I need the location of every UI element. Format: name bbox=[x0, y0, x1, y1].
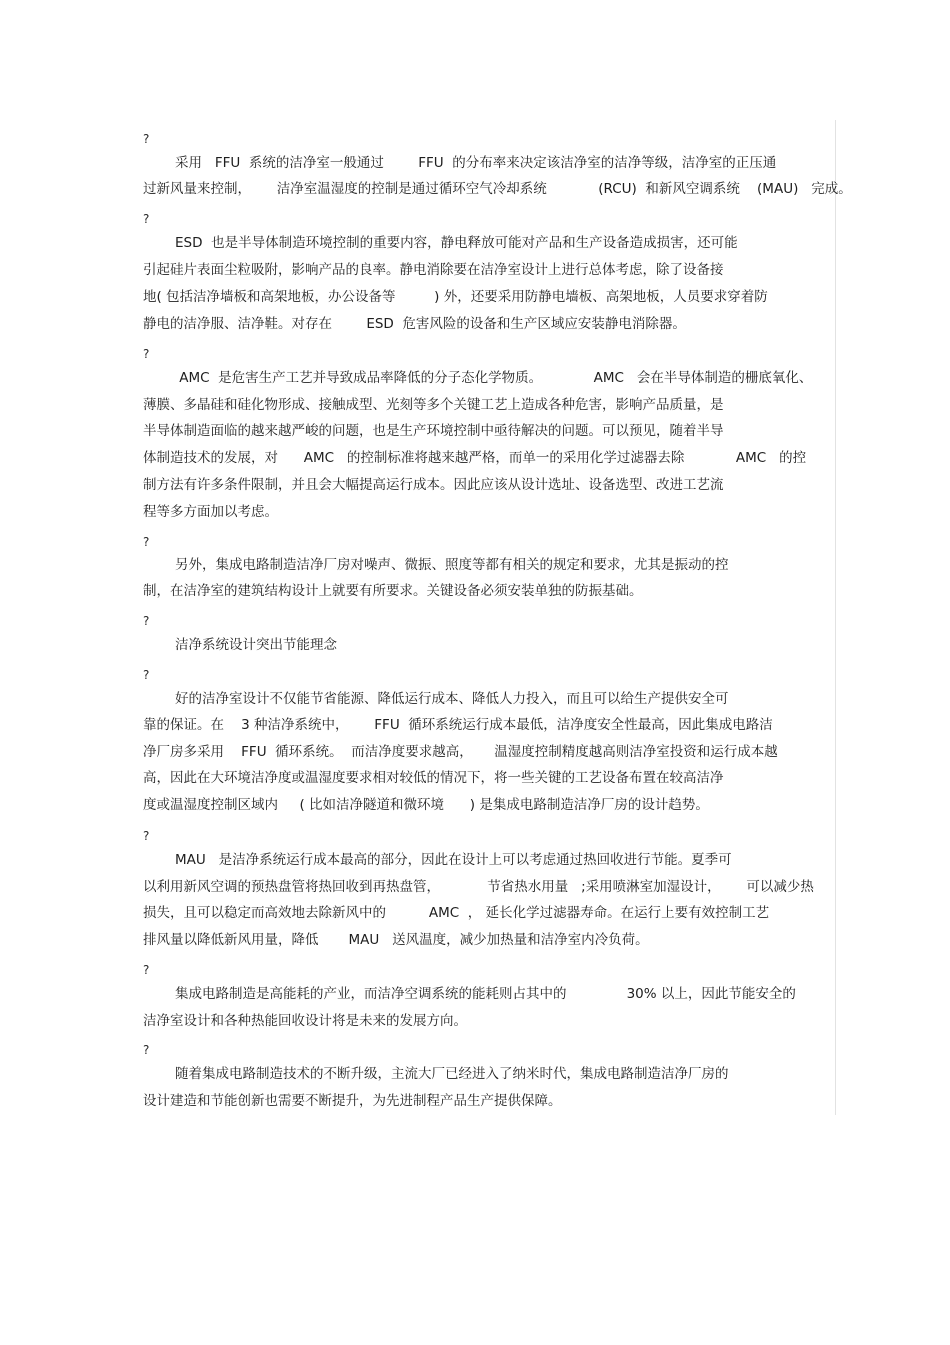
paragraph-line: MAU 是洁净系统运行成本最高的部分，因此在设计上可以考虑通过热回收进行节能。夏季可 bbox=[175, 852, 732, 868]
paragraph-line: 制，在洁净室的建筑结构设计上就要有所要求。关键设备必须安装单独的防振基础。 bbox=[143, 583, 643, 599]
paragraph-line: 随着集成电路制造技术的不断升级，主流大厂已经进入了纳米时代，集成电路制造洁净厂房的 bbox=[175, 1066, 729, 1082]
paragraph-line: 半导体制造面临的越来越严峻的问题，也是生产环境控制中亟待解决的问题。可以预见，随着半导 bbox=[143, 423, 724, 439]
paragraph-line: 引起硅片表面尘粒吸附，影响产品的良率。静电消除要在洁净室设计上进行总体考虑，除了设备接 bbox=[143, 262, 724, 278]
paragraph-line: 另外，集成电路制造洁净厂房对噪声、微振、照度等都有相关的规定和要求，尤其是振动的控 bbox=[175, 557, 729, 573]
bullet-marker: ? bbox=[143, 829, 150, 843]
paragraph-line: 净厂房多采用 FFU 循环系统。 而洁净度要求越高， 温湿度控制精度越高则洁净室投资和运行成本越 bbox=[143, 744, 778, 760]
paragraph-line: 好的洁净室设计不仅能节省能源、降低运行成本、降低人力投入，而且可以给生产提供安全可 bbox=[175, 691, 729, 707]
section-heading: 洁净系统设计突出节能理念 bbox=[175, 637, 337, 653]
paragraph-line: 程等多方面加以考虑。 bbox=[143, 504, 278, 520]
paragraph-line: 洁净室设计和各种热能回收设计将是未来的发展方向。 bbox=[143, 1013, 467, 1029]
paragraph-line: 静电的洁净服、洁净鞋。对存在 ESD 危害风险的设备和生产区域应安装静电消除器。 bbox=[143, 316, 686, 332]
bullet-marker: ? bbox=[143, 1043, 150, 1057]
bullet-marker: ? bbox=[143, 212, 150, 226]
paragraph-line: 度或温湿度控制区域内 ( 比如洁净隧道和微环境 ) 是集成电路制造洁净厂房的设计趋势。 bbox=[143, 797, 709, 813]
paragraph-line: 高，因此在大环境洁净度或温湿度要求相对较低的情况下，将一些关键的工艺设备布置在较高洁净 bbox=[143, 770, 724, 786]
paragraph-line: ESD 也是半导体制造环境控制的重要内容，静电释放可能对产品和生产设备造成损害，还可能 bbox=[175, 235, 738, 251]
paragraph-line: 损失，且可以稳定而高效地去除新风中的 AMC ， 延长化学过滤器寿命。在运行上要有效控制工艺 bbox=[143, 905, 770, 921]
paragraph-line: 靠的保证。在 3 种洁净系统中， FFU 循环系统运行成本最低，洁净度安全性最高，因此集成电路洁 bbox=[143, 717, 773, 733]
bullet-marker: ? bbox=[143, 132, 150, 146]
bullet-marker: ? bbox=[143, 535, 150, 549]
bullet-marker: ? bbox=[143, 668, 150, 682]
paragraph-line: 集成电路制造是高能耗的产业，而洁净空调系统的能耗则占其中的 30% 以上，因此节能安全的 bbox=[175, 986, 796, 1002]
paragraph-line: 采用 FFU 系统的洁净室一般通过 FFU 的分布率来决定该洁净室的洁净等级，洁净室的正压通 bbox=[175, 155, 777, 171]
bullet-marker: ? bbox=[143, 347, 150, 361]
paragraph-line: 制方法有许多条件限制，并且会大幅提高运行成本。因此应该从设计选址、设备选型、改进工艺流 bbox=[143, 477, 724, 493]
paragraph-line: 排风量以降低新风用量，降低 MAU 送风温度，减少加热量和洁净室内冷负荷。 bbox=[143, 932, 649, 948]
paragraph-line: 设计建造和节能创新也需要不断提升，为先进制程产品生产提供保障。 bbox=[143, 1093, 562, 1109]
bullet-marker: ? bbox=[143, 614, 150, 628]
paragraph-line: 过新风量来控制， 洁净室温湿度的控制是通过循环空气冷却系统 (RCU) 和新风空调系统 (MAU) 完成。 bbox=[143, 181, 852, 197]
paragraph-line: AMC 是危害生产工艺并导致成品率降低的分子态化学物质。 AMC 会在半导体制造的栅底氧化、 bbox=[175, 370, 813, 386]
right-margin-rule bbox=[835, 120, 836, 1115]
paragraph-line: 薄膜、多晶硅和硅化物形成、接触成型、光刻等多个关键工艺上造成各种危害，影响产品质量，是 bbox=[143, 397, 724, 413]
paragraph-line: 体制造技术的发展，对 AMC 的控制标准将越来越严格，而单一的采用化学过滤器去除 AMC 的控 bbox=[143, 450, 807, 466]
paragraph-line: 地( 包括洁净墙板和高架地板，办公设备等 ) 外，还要采用防静电墙板、高架地板，人员要求穿着防 bbox=[143, 289, 768, 305]
paragraph-line: 以利用新风空调的预热盘管将热回收到再热盘管， 节省热水用量 ;采用喷淋室加湿设计， 可以减少热 bbox=[143, 879, 814, 895]
bullet-marker: ? bbox=[143, 963, 150, 977]
